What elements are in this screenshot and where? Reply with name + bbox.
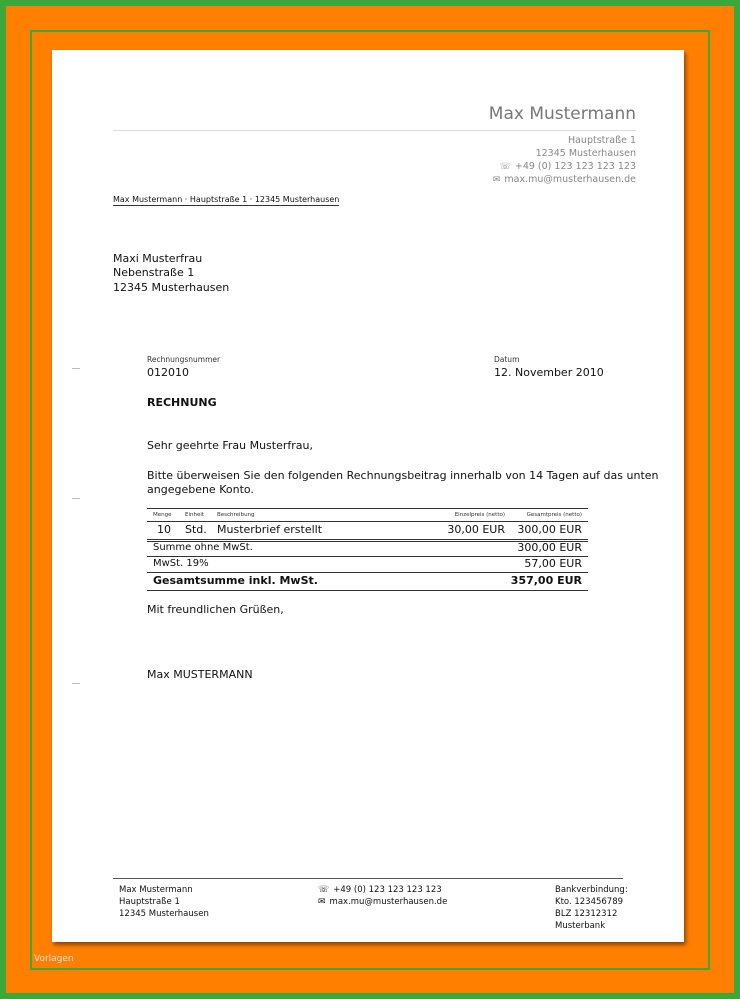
return-address: Max Mustermann · Hauptstraße 1 · 12345 Musterhausen bbox=[113, 195, 340, 204]
item-einzelpreis: 30,00 EUR bbox=[447, 523, 505, 536]
bank-label: Bankverbindung: bbox=[555, 885, 628, 895]
phone-icon: ☏ bbox=[318, 885, 330, 895]
closing: Mit freundlichen Grüßen, bbox=[147, 603, 284, 616]
sender-email-text: max.mu@musterhausen.de bbox=[504, 174, 636, 185]
header-rule bbox=[147, 521, 588, 522]
bank-blz: BLZ 12312312 bbox=[555, 909, 618, 919]
sender-name: Max Mustermann bbox=[488, 104, 636, 124]
table-bottom-rule bbox=[147, 590, 588, 591]
sender-city: 12345 Musterhausen bbox=[535, 148, 636, 159]
sender-phone bbox=[500, 161, 636, 172]
footer-city: 12345 Musterhausen bbox=[119, 909, 209, 919]
recipient-city: 12345 Musterhausen bbox=[113, 281, 230, 294]
footer-email bbox=[318, 896, 447, 908]
salutation: Sehr geehrte Frau Musterfrau, bbox=[147, 439, 313, 452]
header-gesamtpreis: Gesamtpreis (netto) bbox=[526, 512, 582, 518]
item-rule-1 bbox=[147, 539, 588, 540]
watermark: Vorlagen bbox=[34, 954, 74, 964]
item-einheit: Std. bbox=[185, 523, 207, 536]
subtotal-rule bbox=[147, 556, 588, 557]
punch-mark bbox=[72, 498, 80, 499]
item-beschreibung: Musterbrief erstellt bbox=[217, 523, 323, 536]
body-line-2: angegebene Konto. bbox=[147, 483, 254, 496]
footer-contact bbox=[318, 884, 447, 908]
sender-phone-text: +49 (0) 123 123 123 123 bbox=[514, 161, 636, 172]
signature: Max MUSTERMANN bbox=[147, 668, 253, 681]
footer-email-text: max.mu@musterhausen.de bbox=[329, 897, 448, 907]
invoice-date: 12. November 2010 bbox=[494, 366, 604, 379]
header-menge: Menge bbox=[153, 512, 172, 518]
bank-kto: Kto. 123456789 bbox=[555, 897, 624, 907]
fold-mark-top bbox=[72, 368, 80, 369]
phone-icon: ☏ bbox=[499, 162, 511, 172]
footer-bank bbox=[555, 884, 628, 932]
footer-phone bbox=[318, 884, 447, 896]
footer-address bbox=[119, 884, 209, 920]
subtotal-value: 300,00 EUR bbox=[517, 541, 582, 554]
recipient-street: Nebenstraße 1 bbox=[113, 266, 195, 279]
invoice-page bbox=[52, 50, 684, 942]
vat-label: MwSt. 19% bbox=[153, 558, 209, 569]
table-top-rule bbox=[147, 508, 588, 509]
footer-street: Hauptstraße 1 bbox=[119, 897, 180, 907]
vat-rule bbox=[147, 572, 588, 573]
footer-rule bbox=[113, 878, 623, 879]
envelope-icon: ✉ bbox=[492, 175, 501, 185]
document-title: RECHNUNG bbox=[147, 396, 217, 409]
footer-name: Max Mustermann bbox=[119, 885, 193, 895]
recipient-name: Maxi Musterfrau bbox=[113, 252, 203, 265]
header-einheit: Einheit bbox=[185, 512, 205, 518]
footer-phone-text: +49 (0) 123 123 123 123 bbox=[333, 885, 442, 895]
invoice-number: 012010 bbox=[147, 366, 189, 379]
sender-street: Hauptstraße 1 bbox=[567, 135, 636, 146]
header-rule bbox=[113, 130, 636, 131]
sender-email bbox=[493, 174, 636, 185]
item-gesamtpreis: 300,00 EUR bbox=[517, 523, 582, 536]
header-beschreibung: Beschreibung bbox=[217, 512, 255, 518]
invoice-number-label: Rechnungsnummer bbox=[147, 355, 221, 364]
bank-name: Musterbank bbox=[555, 921, 606, 931]
item-menge: 10 bbox=[157, 523, 171, 536]
body-line-1: Bitte überweisen Sie den folgenden Rechnungsbeitrag innerhalb von 14 Tagen auf das unten bbox=[147, 469, 659, 482]
header-einzelpreis: Einzelpreis (netto) bbox=[454, 512, 505, 518]
fold-mark-bottom bbox=[72, 683, 80, 684]
subtotal-label: Summe ohne MwSt. bbox=[153, 542, 253, 553]
date-label: Datum bbox=[494, 355, 520, 364]
vat-value: 57,00 EUR bbox=[524, 557, 582, 570]
total-value: 357,00 EUR bbox=[510, 574, 582, 587]
total-label: Gesamtsumme inkl. MwSt. bbox=[153, 574, 318, 587]
envelope-icon: ✉ bbox=[318, 897, 326, 907]
